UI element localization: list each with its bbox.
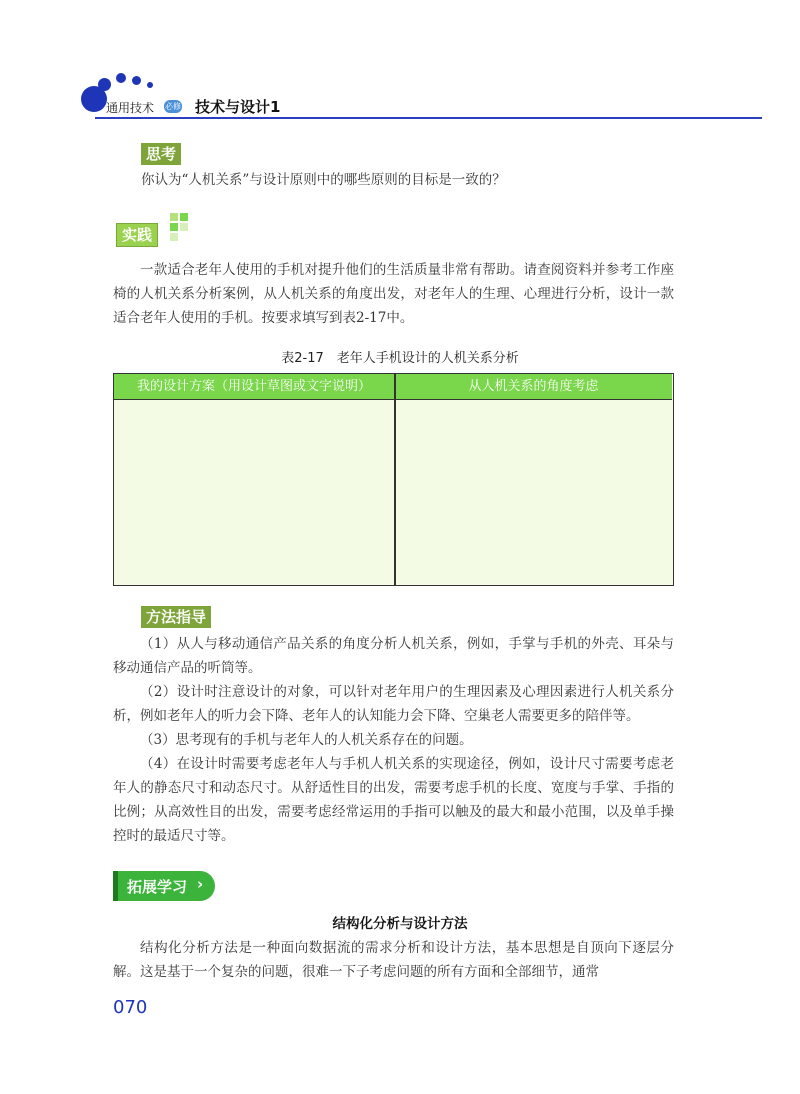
- course-name: 通用技术: [106, 101, 155, 115]
- extension-tab-bar: [113, 871, 118, 901]
- header-dot-small: [116, 73, 126, 83]
- method-item-3: （3）思考现有的手机与老年人的人机关系存在的问题。: [140, 732, 473, 748]
- extension-paragraph: 结构化分析方法是一种面向数据流的需求分析和设计方法，基本思想是自顶向下逐层分解。这是基于一个复杂的问题，很难一下子考虑问题的所有方面和全部细节，通常: [113, 940, 674, 980]
- required-badge: 必修: [165, 102, 181, 111]
- table-header-consideration: 从人机关系的角度考虑: [395, 374, 672, 400]
- table-cell-consideration[interactable]: [396, 400, 672, 584]
- method-label: 方法指导: [141, 606, 211, 628]
- analysis-table: [113, 373, 674, 586]
- header-dot-small-2: [132, 76, 141, 85]
- header-dot-tiny: [147, 82, 153, 88]
- practice-paragraph: 一款适合老年人使用的手机对提升他们的生活质量非常有帮助。请查阅资料并参考工作座椅的人机关系分析案例，从人机关系的角度出发，对老年人的生理、心理进行分析，设计一款适合老年人使用的手机。按要求填写到表2-17中。: [113, 262, 674, 326]
- extension-label: 拓展学习: [127, 878, 188, 896]
- practice-label: 实践: [116, 223, 158, 247]
- table-cell-design[interactable]: [114, 400, 394, 584]
- table-header-design: 我的设计方案（用设计草图或文字说明）: [114, 374, 394, 400]
- header-dot-medium: [98, 78, 111, 91]
- chevron-right-icon: ›: [197, 875, 204, 893]
- book-title: 技术与设计1: [195, 98, 281, 116]
- table-caption: 表2-17 老年人手机设计的人机关系分析: [281, 351, 519, 366]
- page-number: 070: [113, 997, 148, 1018]
- think-question: 你认为“人机关系”与设计原则中的哪些原则的目标是一致的？: [141, 172, 506, 188]
- method-item-4: （4）在设计时需要考虑老年人与手机人机关系的实现途径，例如，设计尺寸需要考虑老年人的静态尺寸和动态尺寸。从舒适性目的出发，需要考虑手机的长度、宽度与手掌、手指的比例；从高效性目的出发，需要考虑经常运用的手指可以触及的最大和最小范围，以及单手操控时的最适尺寸等。: [113, 756, 674, 844]
- method-item-1: （1）从人与移动通信产品关系的角度分析人机关系，例如，手掌与手机的外壳、耳朵与移动通信产品的听筒等。: [113, 636, 674, 676]
- practice-decoration-squares: [170, 213, 190, 241]
- header-rule: [95, 117, 762, 119]
- think-label: 思考: [141, 143, 181, 165]
- extension-subtitle: 结构化分析与设计方法: [332, 916, 468, 932]
- method-item-2: （2）设计时注意设计的对象，可以针对老年用户的生理因素及心理因素进行人机关系分析，例如老年人的听力会下降、老年人的认知能力会下降、空巢老人需要更多的陪伴等。: [113, 684, 674, 724]
